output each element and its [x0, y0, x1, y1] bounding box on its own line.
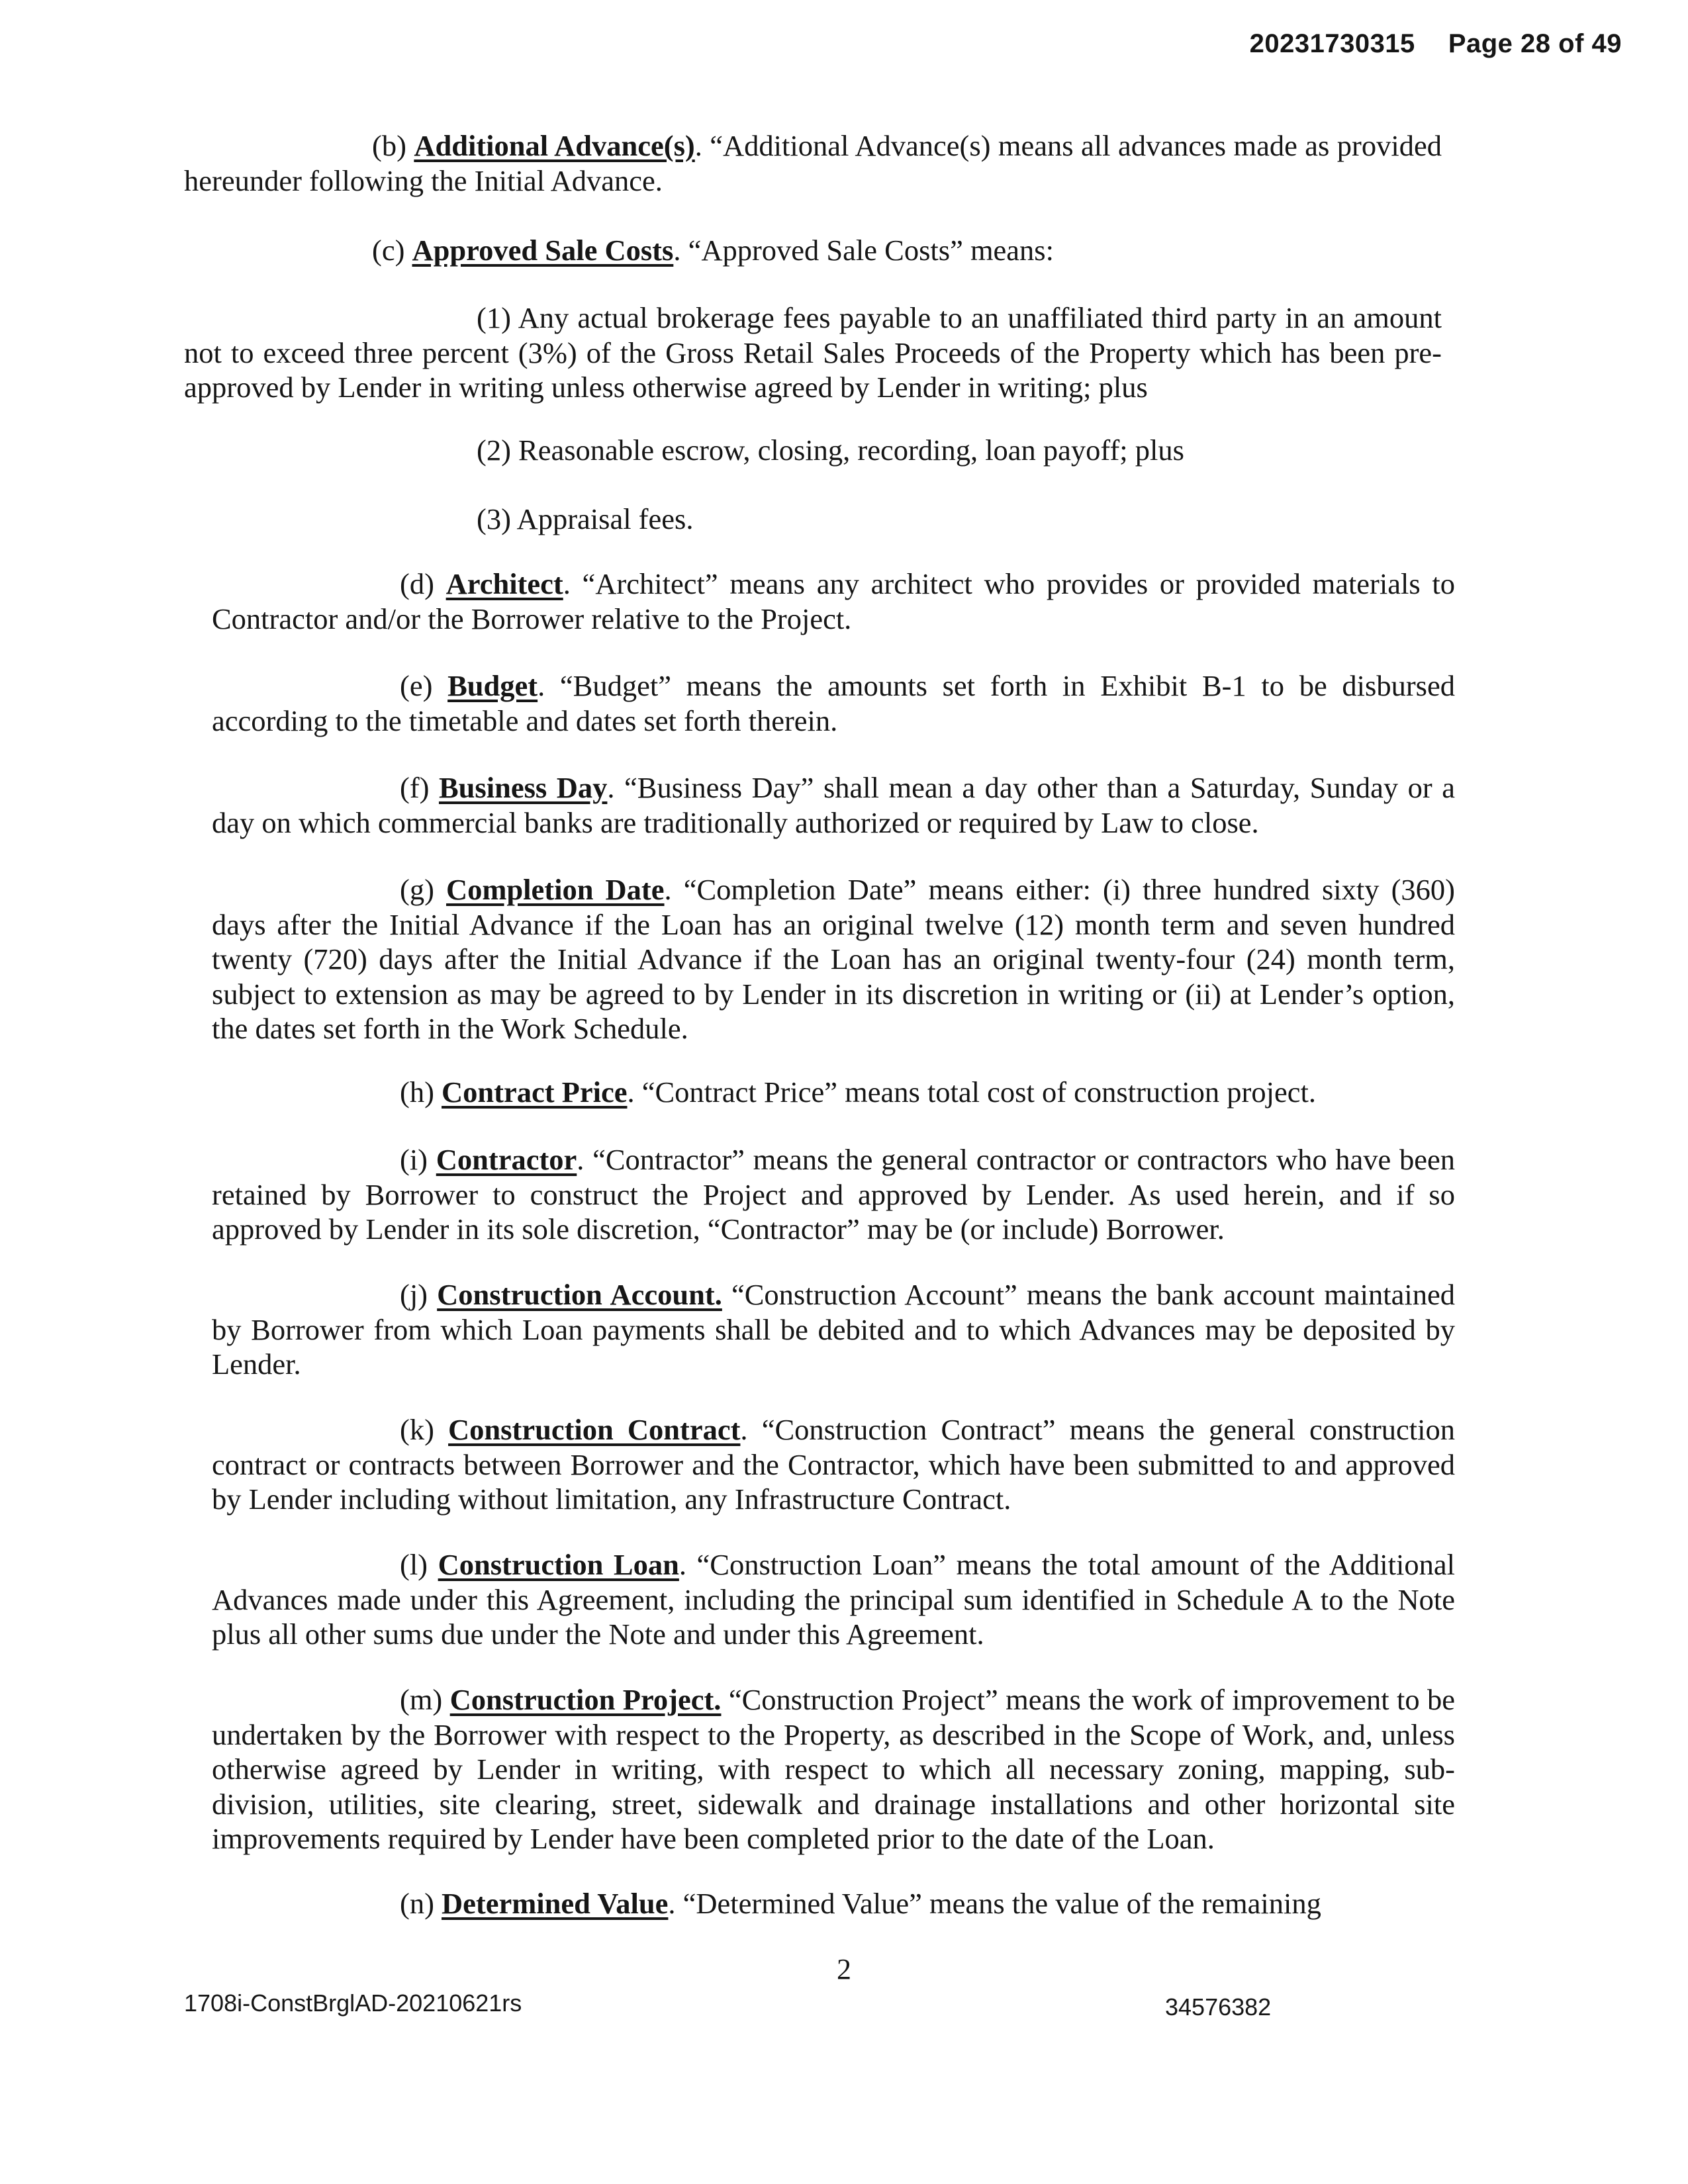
definition-i: [212, 1142, 1455, 1247]
definition-text: “Construction Account” means the bank account maintained by Borrower from which Loan payments shall be debited and to which Advances may be deposited by Lender.: [212, 1278, 1455, 1381]
defined-term: Construction Project.: [449, 1683, 722, 1716]
defined-term: Contractor: [436, 1143, 577, 1176]
definition-l: [212, 1547, 1455, 1652]
definition-h: [212, 1075, 1455, 1110]
defined-term: Approved Sale Costs: [412, 234, 674, 267]
definition-text: . “Construction Loan” means the total amount of the Additional Advances made under this Agreement, including the principal sum identified in Schedule A to the Note plus all other sums due under the Note and under this Agreement.: [212, 1548, 1455, 1651]
definition-label: (i): [400, 1143, 428, 1176]
definition-label: (l): [400, 1548, 428, 1581]
defined-term: Determined Value: [442, 1887, 669, 1920]
defined-term: Construction Loan: [438, 1548, 679, 1581]
defined-term: Business Day: [438, 771, 608, 804]
definition-label: (f): [400, 771, 430, 804]
definition-label: (h): [400, 1075, 434, 1109]
definition-text: . “Determined Value” means the value of the remaining: [668, 1887, 1321, 1920]
document-id: 34576382: [1165, 1993, 1272, 2021]
definition-text: “Construction Project” means the work of improvement to be undertaken by the Borrower with respect to the Property, as described in the Scope of Work, and, unless otherwise agreed by Lender in writing, with respect to which all necessary zoning, mapping, sub-division, utilities, site clearing, street, sidewalk and drainage installations and other horizontal site improvements required by Lender have been completed prior to the date of the Loan.: [212, 1683, 1456, 1855]
definition-label: (n): [400, 1887, 434, 1920]
approved-sale-cost-item-1: [184, 300, 1442, 405]
definition-text: . “Contractor” means the general contractor or contractors who have been retained by Borrower to construct the Project and approved by Lender. As used herein, and if so approved by Lender in its sole discretion, “Contractor” may be (or include) Borrower.: [212, 1143, 1456, 1246]
definition-label: (k): [400, 1413, 434, 1446]
page-indicator: Page 28 of 49: [1448, 29, 1622, 58]
defined-term: Architect: [445, 567, 563, 600]
definition-m: [212, 1682, 1455, 1856]
definition-label: (d): [400, 567, 434, 600]
definition-label: (b): [372, 129, 406, 162]
definition-text: . “Completion Date” means either: (i) three hundred sixty (360) days after the Initial Advance if the Loan has an original twelve (12) month term and seven hundred twenty (720) days after the Initial Advance if the Loan has an original twenty-four (24) month term, subject to extension as may be agreed to by Lender in its discretion in writing or (ii) at Lender’s option, the dates set forth in the Work Schedule.: [212, 873, 1455, 1045]
defined-term: Contract Price: [442, 1075, 628, 1109]
definition-text: . “Budget” means the amounts set forth in Exhibit B-1 to be disbursed according to the timetable and dates set forth therein.: [212, 669, 1455, 737]
approved-sale-cost-item-2: [184, 433, 1442, 468]
definition-k: [212, 1412, 1455, 1517]
defined-term: Additional Advance(s): [414, 129, 695, 162]
definition-text: . “Architect” means any architect who provides or provided materials to Contractor and/or the Borrower relative to the Project.: [212, 567, 1456, 635]
document-number: 20231730315: [1249, 29, 1415, 58]
definition-label: (e): [400, 669, 433, 702]
definition-e: [212, 668, 1455, 738]
form-code: 1708i-ConstBrglAD-20210621rs: [184, 1989, 522, 2017]
definition-text: . “Business Day” shall mean a day other than a Saturday, Sunday or a day on which commercial banks are traditionally authorized or required by Law to close.: [212, 771, 1456, 839]
definition-c: [184, 233, 1442, 268]
definition-text: . “Approved Sale Costs” means:: [673, 234, 1054, 267]
page-header: [1092, 29, 1622, 59]
definition-b: [184, 128, 1442, 198]
definition-label: (j): [400, 1278, 428, 1311]
definition-j: [212, 1277, 1455, 1382]
defined-term: Completion Date: [445, 873, 665, 906]
definition-n: [212, 1886, 1455, 1921]
definition-text: . “Construction Contract” means the general construction contract or contracts between Borrower and the Contractor, which have been submitted to and approved by Lender including without limitation, any Infrastructure Contract.: [212, 1413, 1456, 1516]
definition-d: [212, 567, 1455, 636]
defined-term: Construction Contract: [448, 1413, 741, 1446]
item-text: (2) Reasonable escrow, closing, recording, loan payoff; plus: [477, 433, 1184, 467]
definition-label: (c): [372, 234, 405, 267]
defined-term: Construction Account.: [437, 1278, 722, 1311]
definition-label: (g): [400, 873, 434, 906]
definition-label: (m): [400, 1683, 443, 1716]
definition-text: . “Additional Advance(s) means all advances made as provided hereunder following the Initial Advance.: [184, 129, 1442, 197]
approved-sale-cost-item-3: [184, 502, 1442, 537]
definition-f: [212, 770, 1455, 840]
item-text: (3) Appraisal fees.: [477, 502, 694, 535]
page-number: 2: [837, 1953, 851, 1985]
defined-term: Budget: [447, 669, 538, 702]
definition-text: . “Contract Price” means total cost of construction project.: [627, 1075, 1316, 1109]
item-text: (1) Any actual brokerage fees payable to an unaffiliated third party in an amount not to exceed three percent (3%) of the Gross Retail Sales Proceeds of the Property which has been pre-approved by Lender in writing unless otherwise agreed by Lender in writing; plus: [184, 301, 1442, 404]
definition-g: [212, 872, 1455, 1046]
